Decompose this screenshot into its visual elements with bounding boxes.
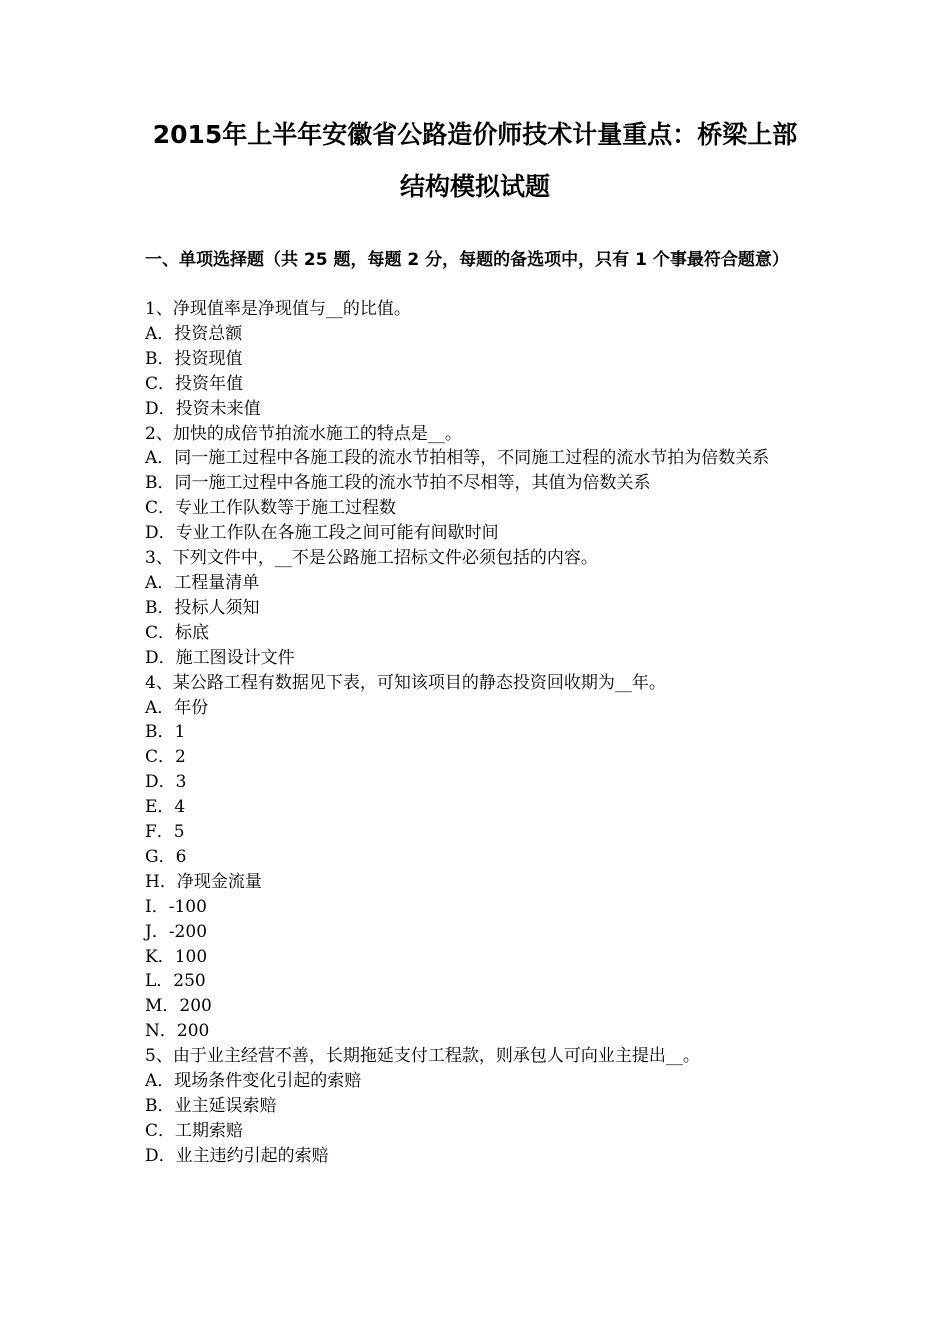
- text-line: L．250: [145, 971, 206, 992]
- text-line: N．200: [145, 1021, 210, 1042]
- text-line: D．3: [145, 772, 187, 793]
- text-line: A．年份: [145, 697, 209, 718]
- text-line: D．投资未来值: [145, 398, 261, 419]
- page-title-line-1: 2015年上半年安徽省公路造价师技术计量重点：桥梁上部: [152, 120, 798, 149]
- text-line: M．200: [145, 996, 212, 1017]
- question-list: [145, 297, 810, 1169]
- text-line: 5、由于业主经营不善，长期拖延支付工程款，则承包人可向业主提出__。: [145, 1046, 700, 1067]
- text-line: C．专业工作队数等于施工过程数: [145, 498, 397, 519]
- text-line: I．-100: [145, 896, 207, 917]
- text-line: B．1: [145, 722, 186, 743]
- page-title-line-2: 结构模拟试题: [399, 172, 550, 201]
- text-line: 2、加快的成倍节拍流水施工的特点是__。: [145, 423, 462, 444]
- text-line: B．投资现值: [145, 348, 243, 369]
- text-line: C．2: [145, 747, 186, 768]
- text-line: B．投标人须知: [145, 597, 260, 618]
- text-line: C．工期索赔: [145, 1120, 244, 1141]
- text-line: A．现场条件变化引起的索赔: [145, 1071, 362, 1092]
- text-line: H．净现金流量: [145, 871, 262, 892]
- text-line: A．同一施工过程中各施工段的流水节拍相等，不同施工过程的流水节拍为倍数关系: [145, 448, 770, 469]
- text-line: 4、某公路工程有数据见下表，可知该项目的静态投资回收期为__年。: [145, 672, 666, 693]
- text-line: D．施工图设计文件: [145, 647, 295, 668]
- text-line: B．业主延误索赔: [145, 1096, 277, 1116]
- text-line: C．投资年值: [145, 373, 244, 394]
- text-line: J．-200: [145, 921, 208, 942]
- text-line: D．业主违约引起的索赔: [145, 1145, 329, 1166]
- text-line: C．标底: [145, 622, 210, 643]
- text-line: 1、净现值率是净现值与__的比值。: [145, 299, 411, 319]
- text-line: F．5: [145, 822, 185, 843]
- text-line: 3、下列文件中，__不是公路施工招标文件必须包括的内容。: [145, 548, 598, 569]
- text-line: K．100: [145, 946, 208, 967]
- section-heading: 一、单项选择题（共 25 题，每题 2 分，每题的备选项中，只有 1 个事最符合题意）: [145, 250, 789, 270]
- text-line: D．专业工作队在各施工段之间可能有间歇时间: [145, 523, 499, 544]
- text-line: B．同一施工过程中各施工段的流水节拍不尽相等，其值为倍数关系: [145, 473, 651, 494]
- text-line: G．6: [145, 846, 187, 867]
- text-line: A．工程量清单: [145, 572, 260, 593]
- text-line: A．投资总额: [145, 323, 243, 344]
- text-line: E．4: [145, 797, 186, 818]
